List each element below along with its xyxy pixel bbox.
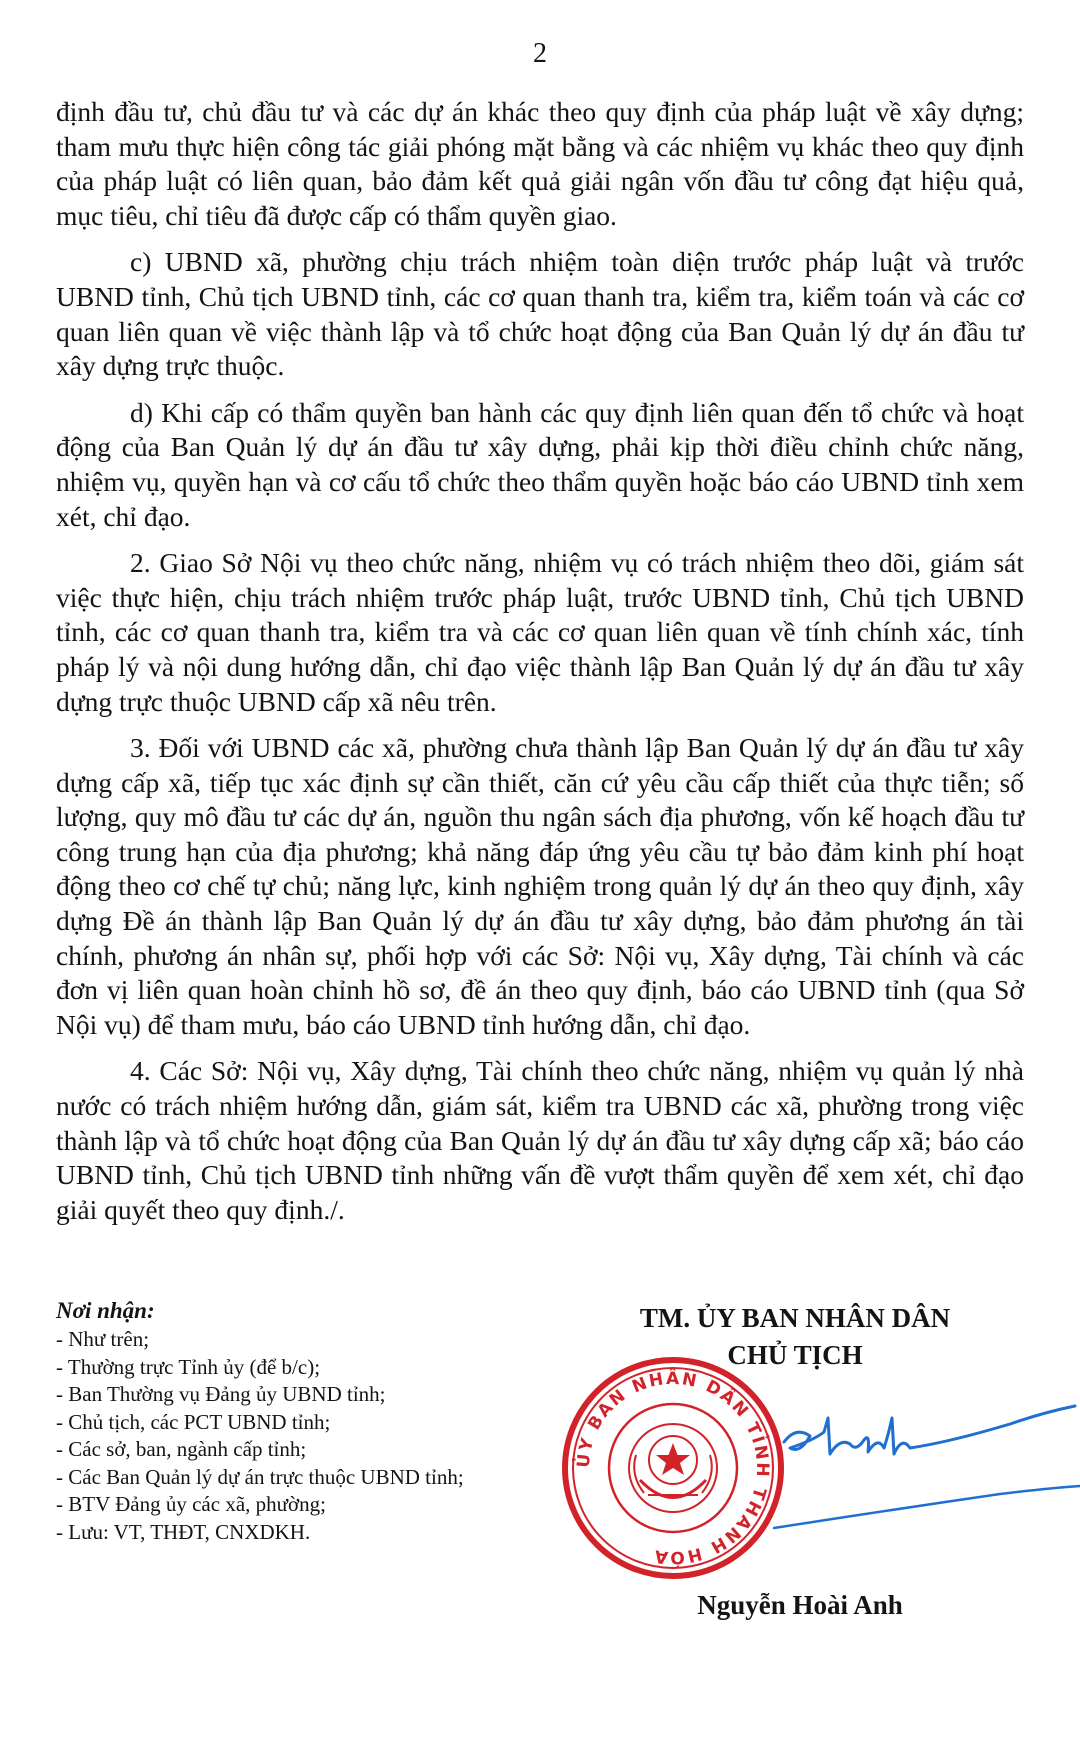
official-seal: [560, 1355, 786, 1581]
paragraph-2: 2. Giao Sở Nội vụ theo chức năng, nhiệm vụ có trách nhiệm theo dõi, giám sát việc thực hiện, chịu trách nhiệm trước pháp luật, trước UBND tỉnh, Chủ tịch UBND tỉnh, các cơ quan thanh tra, kiểm tra và các cơ quan liên quan về tính chính xác, tính pháp lý và nội dung hướng dẫn, chỉ đạo việc thành lập Ban Quản lý dự án đầu tư xây dựng trực thuộc UBND cấp xã nêu trên.: [56, 547, 1024, 717]
paragraph-c: c) UBND xã, phường chịu trách nhiệm toàn diện trước pháp luật và trước UBND tỉnh, Chủ tịch UBND tỉnh, các cơ quan thanh tra, kiểm tra, kiểm toán và các cơ quan liên quan về việc thành lập và tổ chức hoạt động của Ban Quản lý dự án đầu tư xây dựng trực thuộc.: [56, 246, 1024, 382]
recipients-list: [56, 1326, 526, 1546]
recipient-item: - Chủ tịch, các PCT UBND tỉnh;: [56, 1409, 331, 1434]
paragraph-continuation: định đầu tư, chủ đầu tư và các dự án khác theo quy định của pháp luật về xây dựng; tham mưu thực hiện công tác giải phóng mặt bằng và các nhiệm vụ khác theo quy định của pháp luật có liên quan, bảo đảm kết quả giải ngân vốn đầu tư công đạt hiệu quả, mục tiêu, chỉ tiêu đã được cấp có thẩm quyền giao.: [56, 96, 1024, 231]
recipient-item: - Như trên;: [56, 1327, 150, 1351]
seal-text: ỦY BAN NHÂN DÂN TỈNH THANH HÓA: [573, 1368, 773, 1568]
signatory-position: CHỦ TỊCH: [727, 1340, 863, 1370]
recipient-item: - Các Ban Quản lý dự án trực thuộc UBND tỉnh;: [56, 1464, 464, 1489]
recipient-item: - Lưu: VT, THĐT, CNXDKH.: [56, 1519, 311, 1544]
recipient-item: - BTV Đảng ủy các xã, phường;: [56, 1492, 326, 1516]
handwritten-signature: [770, 1400, 1080, 1550]
document-body: [56, 95, 1024, 1239]
paragraph-4: 4. Các Sở: Nội vụ, Xây dựng, Tài chính theo chức năng, nhiệm vụ quản lý nhà nước có trách nhiệm hướng dẫn, giám sát, kiểm tra UBND các xã, phường trong việc thành lập và tổ chức hoạt động của Ban Quản lý dự án đầu tư xây dựng cấp xã; báo cáo UBND tỉnh, Chủ tịch UBND tỉnh những vấn đề vượt thẩm quyền để xem xét, chỉ đạo giải quyết theo quy định./.: [56, 1055, 1024, 1225]
signer-name: Nguyễn Hoài Anh: [697, 1590, 903, 1620]
signatory-title: TM. ỦY BAN NHÂN DÂN: [639, 1303, 951, 1333]
recipient-item: - Các sở, ban, ngành cấp tỉnh;: [56, 1437, 307, 1461]
recipients-block: [56, 1296, 526, 1546]
paragraph-3: 3. Đối với UBND các xã, phường chưa thành lập Ban Quản lý dự án đầu tư xây dựng cấp xã, tiếp tục xác định sự cần thiết, căn cứ yêu cầu cấp thiết của thực tiễn; số lượng, quy mô đầu tư các dự án, nguồn thu ngân sách địa phương, vốn kế hoạch đầu tư công trung hạn của địa phương; khả năng đáp ứng yêu cầu tự bảo đảm kinh phí hoạt động theo cơ chế tự chủ; năng lực, kinh nghiệm trong quản lý dự án theo quy định, xây dựng Đề án thành lập Ban Quản lý dự án đầu tư xây dựng, bảo đảm phương án tài chính, phương án nhân sự, phối hợp với các Sở: Nội vụ, Xây dựng, Tài chính và các đơn vị liên quan hoàn chỉnh hồ sơ, đề án theo quy định, báo cáo UBND tỉnh (qua Sở Nội vụ) để tham mưu, báo cáo UBND tỉnh hướng dẫn, chỉ đạo.: [56, 732, 1024, 1040]
paragraph-d: d) Khi cấp có thẩm quyền ban hành các quy định liên quan đến tổ chức và hoạt động của Ban Quản lý dự án đầu tư xây dựng, phải kịp thời điều chỉnh chức năng, nhiệm vụ, quyền hạn và cơ cấu tổ chức theo thẩm quyền hoặc báo cáo UBND tỉnh xem xét, chỉ đạo.: [56, 396, 1024, 532]
recipients-heading: Nơi nhận:: [56, 1298, 155, 1323]
page-number: 2: [533, 38, 547, 69]
recipient-item: - Ban Thường vụ Đảng ủy UBND tỉnh;: [56, 1382, 386, 1406]
emblem-icon: [629, 1424, 717, 1512]
recipient-item: - Thường trực Tỉnh ủy (để b/c);: [56, 1354, 321, 1379]
